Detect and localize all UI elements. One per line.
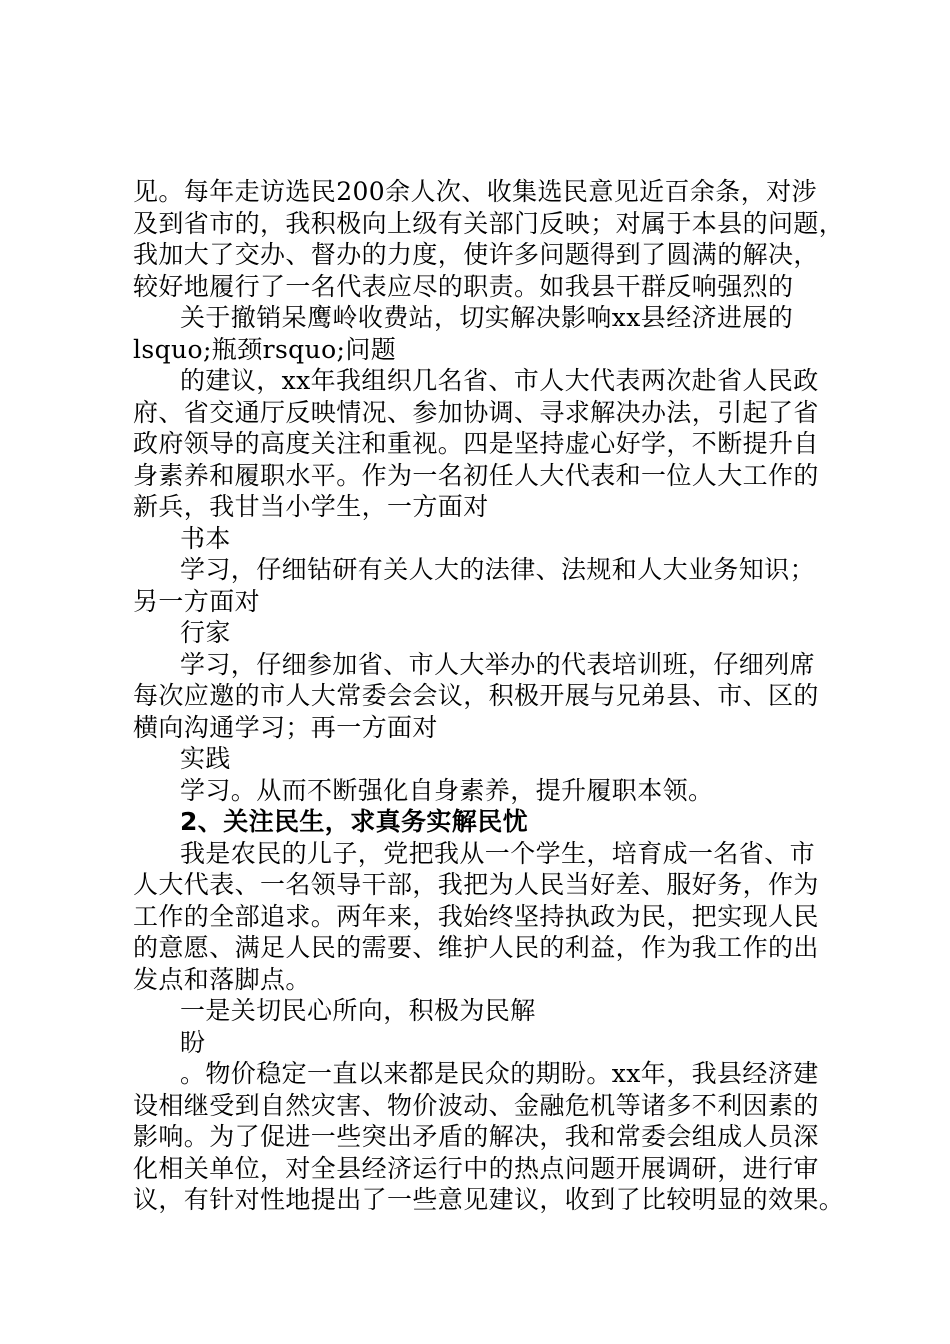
text-line: 我加大了交办、督办的力度，使许多问题得到了圆满的解决， [133,240,819,269]
text-line: 。物价稳定一直以来都是民众的期盼。xx年，我县经济建 [180,1059,819,1088]
text-line: 化相关单位，对全县经济运行中的热点问题开展调研，进行审 [133,1153,819,1183]
text-line: 的建议，xx年我组织几名省、市人大代表两次赴省人民政 [180,366,819,395]
text-line: 另一方面对 [133,586,261,616]
text-line: 身素养和履职水平。作为一名初任人大代表和一位人大工作的 [133,460,819,490]
text-line: 学习，仔细钻研有关人大的法律、法规和人大业务知识； [180,555,816,584]
text-line: 设相继受到自然灾害、物价波动、金融危机等诸多不利因素的 [133,1090,819,1120]
text-line: 工作的全部追求。两年来，我始终坚持执政为民，把实现人民 [133,901,819,931]
text-line: 横向沟通学习；再一方面对 [133,712,438,742]
text-line: 学习，仔细参加省、市人大举办的代表培训班，仔细列席 [180,649,816,679]
text-line: 及到省市的，我积极向上级有关部门反映；对属于本县的问题， [133,208,845,238]
text-line: 议，有针对性地提出了一些意见建议，收到了比较明显的效果。 [133,1185,845,1214]
text-line: 人大代表、一名领导干部，我把为人民当好差、服好务，作为 [133,870,819,899]
text-line: 较好地履行了一名代表应尽的职责。如我县干群反响强烈的 [133,271,794,301]
text-line: 影响。为了促进一些突出矛盾的解决，我和常委会组成人员深 [133,1122,819,1151]
section-heading: 2、关注民生，求真务实解民忧 [180,807,528,836]
text-line: 政府领导的高度关注和重视。四是坚持虚心好学，不断提升自 [133,429,819,458]
body-text [133,176,845,1216]
text-line: 一是关切民心所向，积极为民解 [180,996,536,1025]
text-line: 见。每年走访选民200余人次、收集选民意见近百余条，对涉 [133,177,817,206]
text-line: 每次应邀的市人大常委会会议，积极开展与兄弟县、市、区的 [133,681,819,710]
text-line: 我是农民的儿子，党把我从一个学生，培育成一名省、市 [180,838,816,868]
text-line: 新兵，我甘当小学生，一方面对 [133,492,489,521]
text-line: 实践 [180,744,231,773]
text-line: lsquo;瓶颈rsquo;问题 [133,334,397,364]
text-line: 学习。从而不断强化自身素养，提升履职本领。 [180,775,714,805]
text-line: 的意愿、满足人民的需要、维护人民的利益，作为我工作的出 [133,933,819,962]
text-line: 盼 [180,1027,206,1057]
text-line: 关于撤销呆鹰岭收费站，切实解决影响xx县经济进展的 [180,303,794,332]
text-line: 府、省交通厅反映情况、参加协调、寻求解决办法，引起了省 [133,397,819,427]
text-line: 发点和落脚点。 [133,964,311,994]
text-line: 行家 [180,618,231,647]
text-line: 书本 [180,523,231,553]
